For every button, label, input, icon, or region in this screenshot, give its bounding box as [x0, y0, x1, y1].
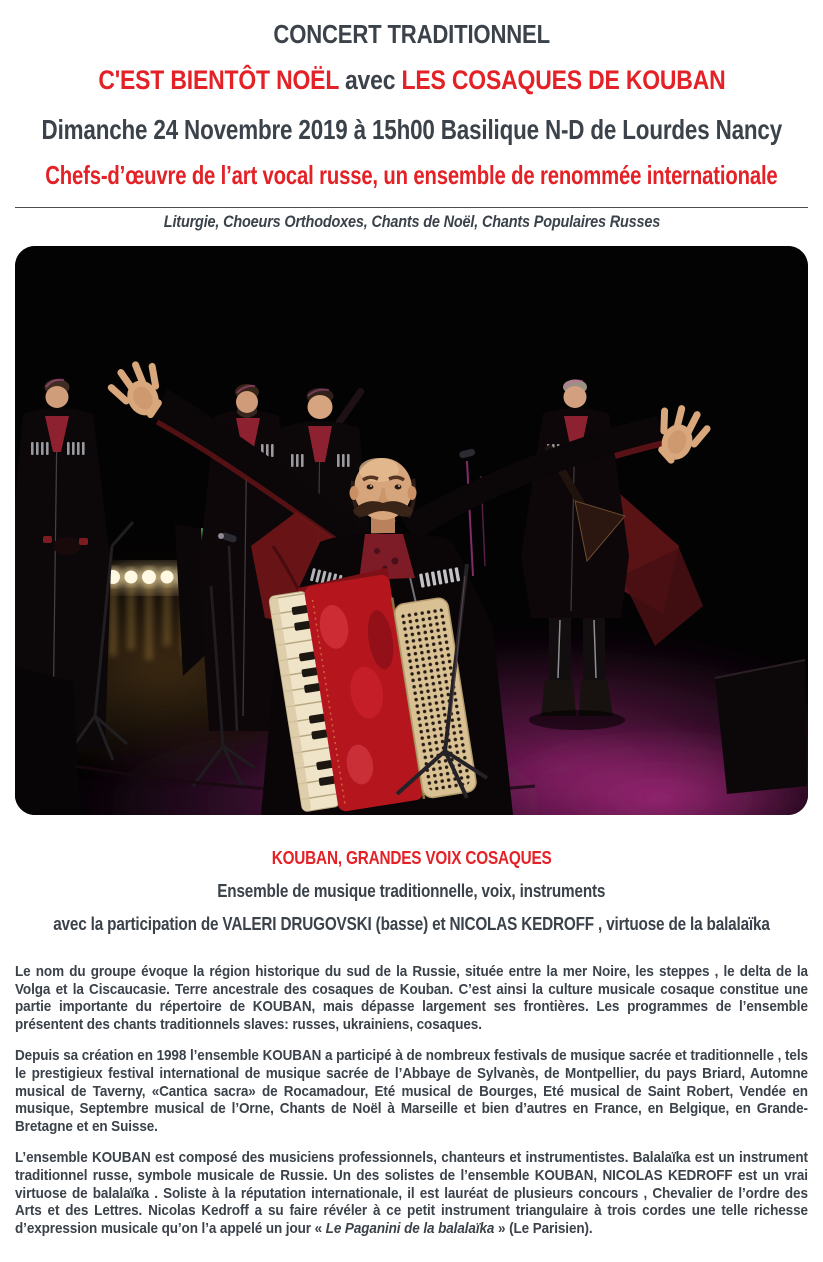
concert-photo-illustration: [15, 246, 808, 815]
event-title-connector: avec: [338, 65, 402, 95]
event-title: [0, 65, 823, 96]
speaker-cabinet: [715, 660, 807, 794]
divider: [15, 207, 808, 208]
event-title-part1: C'EST BIENTÔT NOËL: [97, 65, 339, 95]
event-tagline: Chefs-d’œuvre de l’art vocal russe, un ensemble de renommée internationale: [45, 160, 778, 190]
band-heading: KOUBAN, GRANDES VOIX COSAQUES: [271, 848, 552, 868]
paragraph-musicians: [15, 1149, 808, 1237]
event-date-location: Dimanche 24 Novembre 2019 à 15h00 Basilique N-D de Lourdes Nancy: [41, 114, 782, 145]
page-title: [0, 19, 823, 50]
paragraph-festivals: Depuis sa création en 1998 l’ensemble KOUBAN a participé à de nombreux festivals de musique sacrée et traditionnelle , tels le prestigieux festival international de musique sacrée de l’Abbaye de Sylvanès, de Montpellier, du pays Briard, Automne musical de Taverny, «Cantica sacra» de Rocamadour, Eté musical de Bourges, Eté musical de Saint Robert, Vendée en musique, Septembre musical de l’Orne, Chants de Noël à Marseille et bien d’autres en France, en Belgique, en Grande-Bretagne et en Suisse.: [15, 1047, 808, 1135]
paragraph-musicians-source: » (Le Parisien).: [494, 1219, 593, 1237]
page-title-text: CONCERT TRADITIONNEL: [273, 19, 550, 49]
band-guests: avec la participation de VALERI DRUGOVSKI (basse) et NICOLAS KEDROFF , virtuose de la balalaïka: [53, 914, 770, 934]
stage-equipment: [15, 666, 81, 815]
body-text: [15, 963, 808, 1237]
concert-photo: [15, 246, 808, 815]
paragraph-musicians-text: L’ensemble KOUBAN est composé des musiciens professionnels, chanteurs et instrumentistes. Balalaïka est un instrument traditionnel russe, symbole musicale de Russie. Un des solistes de l’ensemble KOUBAN, NICOLAS KEDROFF est un vrai virtuose de balalaïka . Soliste à la réputation internationale, il est lauréat de plusieurs concours , Chevalier de l’ordre des Arts et des Lettres. Nicolas Kedroff a su faire révéler à ce petit instrument triangulaire à trois cordes une telle richesse d’expression musicale qu’on l’a appelé un jour «: [15, 1149, 808, 1237]
paragraph-group-history: Le nom du groupe évoque la région historique du sud de la Russie, située entre la mer Noire, les steppes , le delta de la Volga et la Ciscaucasie. Terre ancestrale des cosaques de Kouban. C’est ainsi la culture musicale cosaque constitue une partie importante du répertoire de KOUBAN, mais dépasse largement ses frontières. Les programmes de l’ensemble présentent des chants traditionnels slaves: russes, ukrainiens, cosaques.: [15, 963, 808, 1033]
band-description: Ensemble de musique traditionnelle, voix, instruments: [217, 881, 606, 901]
event-title-part2: LES COSAQUES DE KOUBAN: [401, 65, 726, 95]
genres-line: Liturgie, Choeurs Orthodoxes, Chants de Noël, Chants Populaires Russes: [163, 212, 660, 231]
paganini-quote: Le Paganini de la balalaïka: [325, 1219, 495, 1237]
